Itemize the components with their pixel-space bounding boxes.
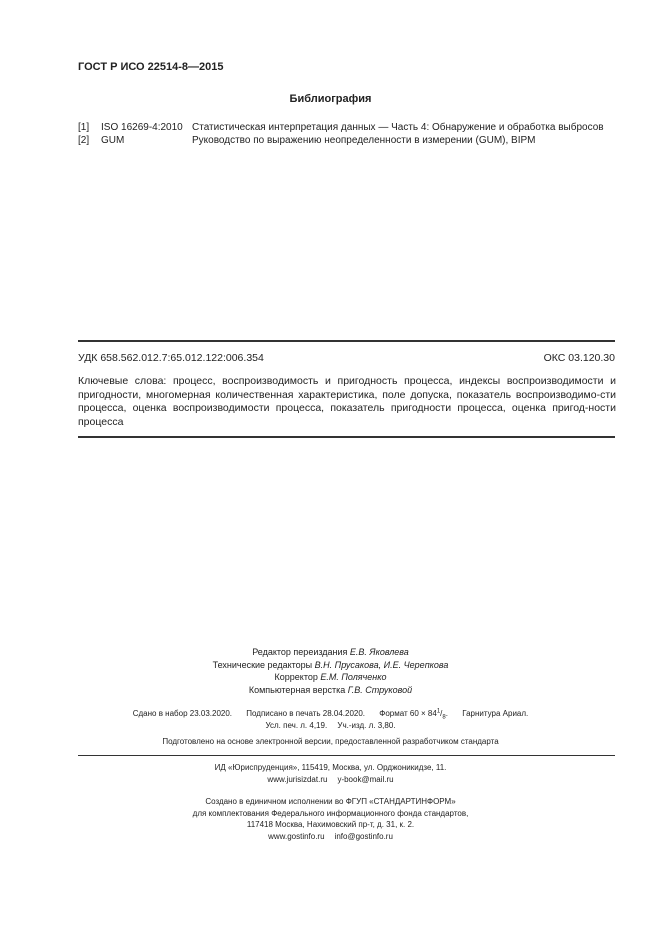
sent-date: Сдано в набор 23.03.2020.: [132, 708, 233, 718]
publisher-divider: [78, 755, 615, 756]
edition-sheets: Уч.-изд. л. 3,80.: [337, 721, 396, 730]
bib-code: ISO 16269-4:2010: [101, 122, 183, 133]
producer-contacts: [0, 831, 661, 843]
signed-date: [246, 709, 365, 718]
producer-line3: 117418 Москва, Нахимовский пр-т, д. 31, к. 2.: [246, 820, 415, 829]
corrector-label: Корректор: [274, 672, 318, 682]
publisher-block: [0, 762, 661, 786]
editor-line: [0, 646, 661, 659]
producer-block: [0, 796, 661, 842]
format-suffix: .: [445, 708, 448, 718]
oks-code: ОКС 03.120.30: [543, 352, 615, 364]
layout-line: [0, 684, 661, 697]
format-denominator: 8: [442, 714, 446, 721]
bib-title: Статистическая интерпретация данных — Часть 4: Обнаружение и обработка выбросов: [192, 122, 604, 133]
bottom-divider: [78, 436, 615, 438]
layout-label: Компьютерная верстка: [248, 684, 346, 695]
format-info: Формат $60 \times 84^1/_8$.: [379, 708, 448, 721]
publisher-address: ИД «Юриспруденция», 115419, Москва, ул. Орджоникидзе, 11.: [214, 763, 447, 772]
bib-code: GUM: [101, 135, 125, 146]
signed-text: Подписано в печать 28.04.2020.: [246, 708, 366, 718]
publisher-contacts: [0, 774, 661, 786]
printing-info-line1: [0, 708, 661, 720]
editor-label: Редактор переиздания: [252, 647, 348, 657]
credits-block: [0, 646, 661, 696]
print-sheets: Усл. печ. л. 4,19.: [265, 721, 328, 730]
printing-info-line2: [0, 721, 661, 730]
document-header: ГОСТ Р ИСО 22514-8—2015: [78, 61, 224, 73]
bib-number: [1]: [78, 122, 90, 133]
bib-number: [2]: [78, 135, 90, 146]
format-prefix: Формат 60 × 84: [379, 708, 437, 718]
producer-line1: Создано в единичном исполнении во ФГУП «СТАНДАРТИНФОРМ»: [205, 797, 456, 806]
producer-email-link[interactable]: info@gostinfo.ru: [334, 831, 393, 841]
tech-editors-names: В.Н. Прусакова, И.Е. Черепкова: [314, 659, 449, 670]
tech-editors-line: [0, 659, 661, 672]
keywords-paragraph: Ключевые слова: процесс, воспроизводимость и пригодность процесса, индексы воспроизводимости и пригодности, многомерная количественная характеристика, поле допуска, показатель воспроизводимо-сти процесса, оценка воспроизводимости процесса, показатель пригодности процесса, оценка пригод-ности процесса: [78, 375, 616, 428]
editor-name: Е.В. Яковлева: [349, 647, 409, 657]
publisher-email-link[interactable]: y-book@mail.ru: [337, 775, 394, 784]
corrector-name: Е.М. Поляченко: [320, 672, 387, 682]
prepared-note: Подготовлено на основе электронной версии, предоставленной разработчиком стандарта: [162, 737, 499, 746]
producer-line2: для комплектования Федерального информационного фонда стандартов,: [192, 808, 469, 818]
layout-name: Г.В. Струковой: [347, 684, 413, 695]
top-divider: [78, 340, 615, 342]
udk-code: УДК 658.562.012.7:65.012.122:006.354: [78, 352, 264, 364]
publisher-web-link[interactable]: www.jurisizdat.ru: [267, 775, 328, 784]
corrector-line: [0, 671, 661, 684]
producer-web-link[interactable]: www.gostinfo.ru: [268, 831, 325, 841]
bib-title: Руководство по выражению неопределенности в измерении (GUM), BIPM: [192, 135, 536, 146]
tech-editors-label: Технические редакторы: [212, 659, 313, 670]
bibliography-title: Библиография: [289, 93, 372, 105]
format-numerator: 1: [436, 708, 441, 714]
typeface-info: Гарнитура Ариал.: [462, 708, 529, 718]
